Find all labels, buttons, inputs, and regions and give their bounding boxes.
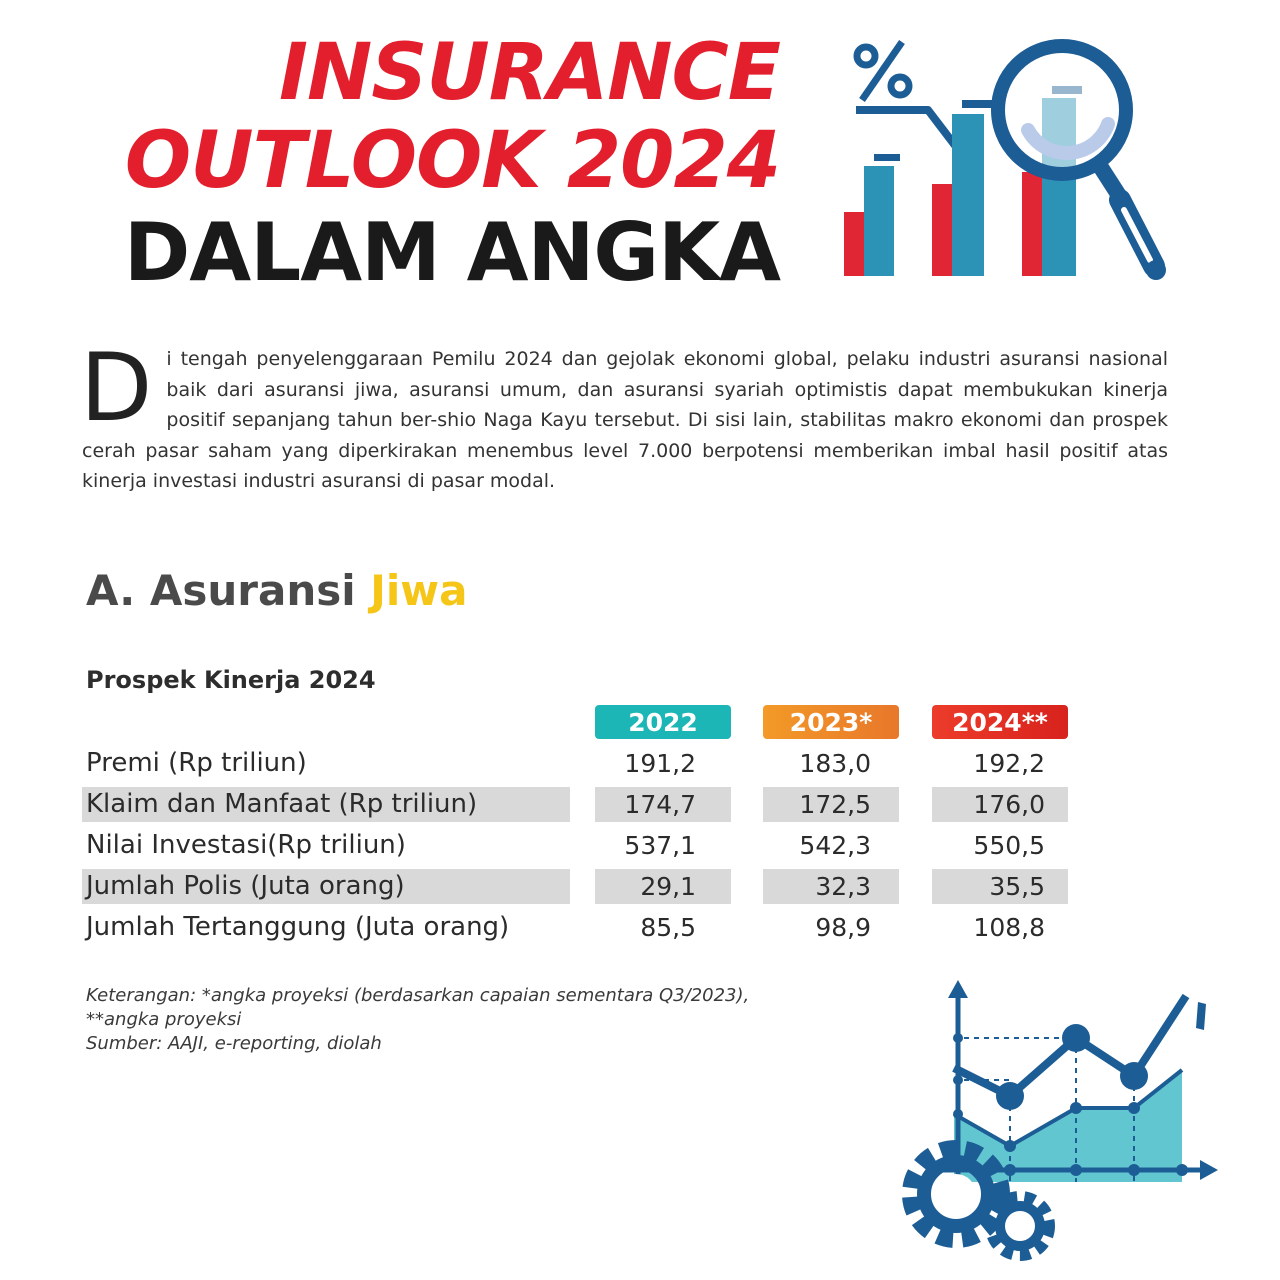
table-title: Prospek Kinerja 2024 [86,666,376,694]
row-value-2023: 32,3 [815,872,871,901]
year-header-2023: 2023* [763,705,899,739]
percent-icon [857,42,909,100]
row-label: Jumlah Tertanggung (Juta orang) [86,912,510,942]
row-value-2024: 176,0 [973,790,1045,819]
source-line: Sumber: AAJI, e-reporting, diolah [86,1033,382,1054]
table-row [0,869,1280,904]
year-header-2024: 2024** [932,705,1068,739]
row-value-2023: 542,3 [799,831,871,860]
footnote-line: **angka proyeksi [86,1009,242,1030]
table-row [0,746,1280,781]
section-heading-prefix: A. Asuransi [86,566,356,615]
row-value-2022: 29,1 [640,872,696,901]
table-row [0,828,1280,863]
year-header-2022: 2022 [595,705,731,739]
row-value-2022: 174,7 [624,790,696,819]
footnote-line: Keterangan: *angka proyeksi (berdasarkan capaian sementara Q3/2023), [86,985,750,1006]
row-label: Klaim dan Manfaat (Rp triliun) [86,789,478,819]
row-value-2023: 172,5 [799,790,871,819]
gear-icon [992,1198,1048,1254]
row-value-2024: 192,2 [973,749,1045,778]
row-value-2024: 550,5 [973,831,1045,860]
row-value-2022: 85,5 [640,913,696,942]
title-line-2: OUTLOOK 2024 [124,116,780,206]
row-value-2024: 108,8 [973,913,1045,942]
title-line-1: INSURANCE [278,28,780,118]
intro-paragraph [80,334,1168,497]
drop-cap: D [80,334,153,443]
table-row [0,910,1280,945]
intro-text: i tengah penyelenggaraan Pemilu 2024 dan gejolak ekonomi global, pelaku industri asuransi nasional baik dari asuransi jiwa, asuransi umum, dan asuransi syariah optimistis dapat membukukan kinerja positif sepanjang tahun ber-shio Naga Kayu tersebut. Di sisi lain, stabilitas makro ekonomi dan prospek cerah pasar saham yang diperkirakan menembus level 7.000 berpotensi memberikan imbal hasil positif atas kinerja investasi industri asuransi di pasar modal. [82,348,1168,492]
footnotes [86,984,749,1056]
title-line-3: DALAM ANGKA [123,206,780,299]
line-chart-gears-icon [886,976,1226,1268]
section-heading-accent: Jiwa [370,566,468,615]
table-row [0,787,1280,822]
row-value-2022: 191,2 [624,749,696,778]
row-value-2023: 183,0 [799,749,871,778]
row-value-2023: 98,9 [815,913,871,942]
row-label: Jumlah Polis (Juta orang) [86,871,405,901]
bar-chart-magnifier-percent-icon [832,34,1178,296]
section-heading [86,566,467,615]
row-value-2022: 537,1 [624,831,696,860]
row-value-2024: 35,5 [989,872,1045,901]
row-label: Premi (Rp triliun) [86,748,307,778]
row-label: Nilai Investasi(Rp triliun) [86,830,406,860]
